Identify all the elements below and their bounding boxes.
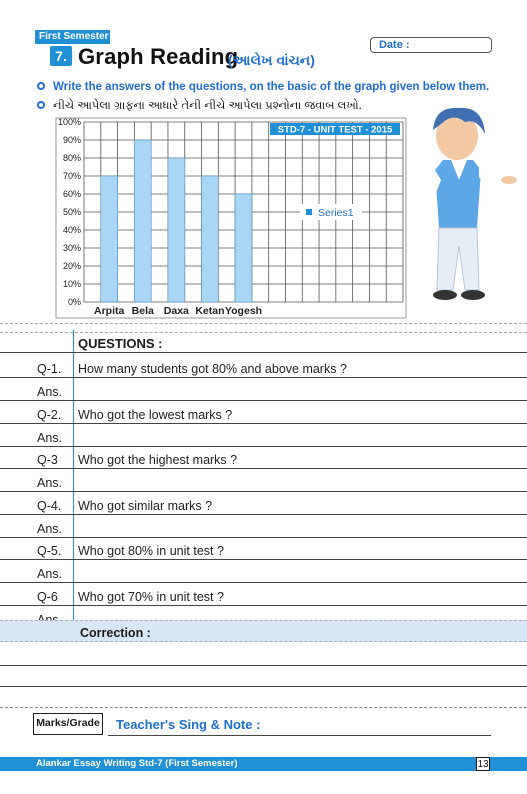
teacher-note-line[interactable] [108, 735, 491, 736]
correction-heading: Correction : [80, 626, 151, 640]
question-text: Who got 80% in unit test ? [78, 544, 224, 558]
question-line [0, 377, 527, 378]
bar [202, 176, 219, 302]
date-label: Date : [379, 39, 410, 51]
instruction-english-text: Write the answers of the questions, on the basic of the graph given below them. [53, 81, 490, 93]
question-line [0, 605, 527, 606]
heading-line [0, 352, 527, 353]
answer-label: Ans. [37, 385, 63, 399]
section-divider [0, 323, 527, 333]
y-tick-label: 90% [62, 135, 81, 145]
instruction-gujarati-text: નીચે આપેલા ગ્રાફના આધારે તેની નીચે આપેલા પ્રશ્નોના જવાબ લખો. [53, 100, 362, 112]
question-label: Q-1. [37, 362, 62, 376]
y-tick-label: 20% [62, 261, 81, 271]
semester-tag: First Semester [35, 30, 110, 44]
teacher-note-label: Teacher's Sing & Note : [116, 717, 261, 732]
question-line [0, 514, 527, 515]
margin-line [73, 330, 74, 620]
question-text: Who got 70% in unit test ? [78, 589, 224, 604]
question-text: Who got the highest marks ? [78, 453, 238, 467]
question-label: Q-6 [37, 589, 58, 604]
question-text: Who got the lowest marks ? [78, 407, 233, 422]
y-tick-label: 40% [62, 225, 81, 235]
answer-line[interactable] [0, 491, 527, 492]
correction-line[interactable] [0, 686, 527, 687]
question-label: Q-4. [37, 498, 62, 513]
page-subtitle: (આલેખ વાંચન) [228, 52, 315, 68]
bar [168, 158, 185, 302]
y-tick-label: 30% [62, 243, 81, 253]
question-text: Who got similar marks ? [78, 498, 213, 513]
correction-line[interactable] [0, 665, 527, 666]
bar [235, 194, 252, 302]
y-tick-label: 60% [62, 189, 81, 199]
bar [134, 140, 151, 302]
chart-title: STD-7 - UNIT TEST - 2015 [277, 124, 393, 136]
page-title: Graph Reading [78, 44, 239, 69]
answer-label: Ans. [37, 430, 63, 445]
question-label: Q-5. [37, 544, 62, 558]
page-number: 13 [477, 759, 489, 770]
question-line [0, 468, 527, 469]
question-label: Q-2. [37, 407, 62, 422]
legend-label: Series1 [318, 207, 354, 219]
answer-line[interactable] [0, 582, 527, 583]
x-tick-label: Yogesh [224, 305, 263, 317]
y-tick-label: 0% [67, 297, 81, 307]
questions-heading: QUESTIONS : [78, 336, 163, 351]
marks-grade-box[interactable]: Marks/Grade [33, 713, 103, 735]
answer-line[interactable] [0, 537, 527, 538]
x-tick-label: Arpita [94, 305, 125, 317]
correction-divider [0, 707, 527, 708]
answer-label: Ans. [37, 567, 63, 581]
answer-line[interactable] [0, 400, 527, 401]
bar [101, 176, 118, 302]
x-tick-label: Daxa [163, 305, 189, 317]
y-tick-label: 70% [62, 171, 81, 181]
section-number: 7. [50, 46, 72, 66]
answer-label: Ans. [37, 521, 63, 536]
question-label: Q-3 [37, 453, 58, 467]
answer-label: Ans. [37, 476, 63, 490]
footer-bar [0, 757, 527, 771]
y-tick-label: 100% [57, 117, 81, 127]
x-tick-label: Bela [131, 305, 154, 317]
x-tick-label: Ketan [195, 305, 225, 317]
cartoon-boy-illustration [395, 100, 525, 310]
y-tick-label: 10% [62, 279, 81, 289]
legend-swatch [306, 209, 312, 215]
question-text: How many students got 80% and above marks ? [78, 362, 347, 376]
book-title: Alankar Essay Writing Std-7 (First Semester) [36, 758, 238, 769]
y-tick-label: 50% [62, 207, 81, 217]
question-line [0, 559, 527, 560]
y-tick-label: 80% [62, 153, 81, 163]
answer-line[interactable] [0, 446, 527, 447]
question-line [0, 423, 527, 424]
